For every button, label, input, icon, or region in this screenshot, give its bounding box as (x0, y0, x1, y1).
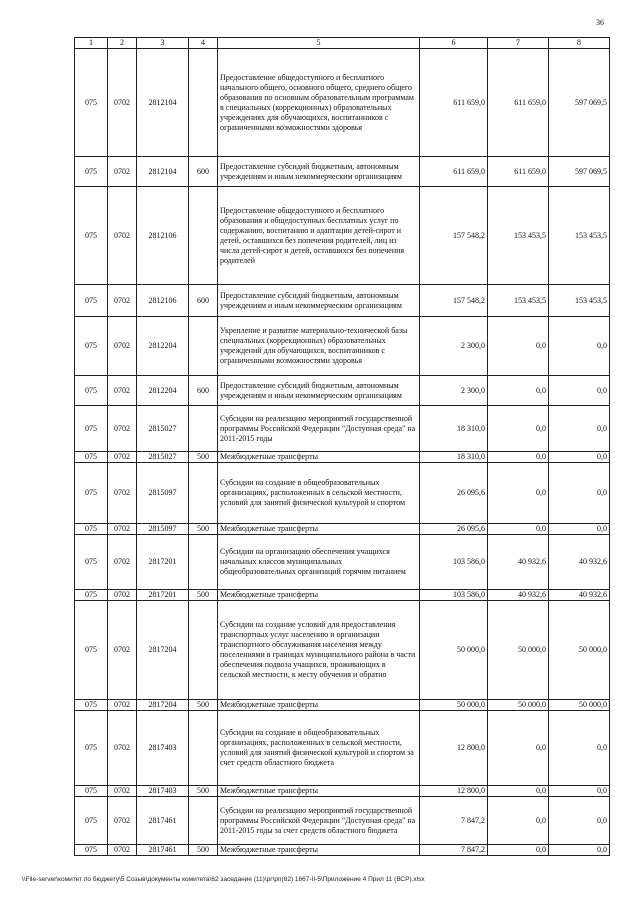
amount-2016-cell: 0,0 (549, 376, 610, 406)
kbk-code-cell: 075 (75, 157, 108, 187)
amount-2015-cell: 0,0 (488, 797, 549, 845)
target-article-cell: 2812106 (137, 285, 189, 317)
table-row (75, 187, 610, 285)
section-code-cell: 0702 (108, 317, 137, 376)
amount-2016-cell: 50 000,0 (549, 700, 610, 711)
table-row (75, 535, 610, 590)
kbk-code-cell: 075 (75, 452, 108, 463)
description-cell: Предоставление общедоступного и бесплатного начального общего, основного общего, среднего общего образования по основным образовательным программам в специальных (коррекционных) образовательных учреждениях для обучающихся, воспитанников с ограниченными возможностями здоровья (218, 49, 420, 157)
target-article-cell: 2817403 (137, 711, 189, 786)
amount-2014-cell: 18 310,0 (420, 452, 488, 463)
description-cell: Межбюджетные трансферты (218, 452, 420, 463)
expense-type-cell (189, 49, 218, 157)
amount-2015-cell: 0,0 (488, 711, 549, 786)
table-row (75, 711, 610, 786)
target-article-cell: 2817204 (137, 601, 189, 700)
expense-type-cell: 600 (189, 285, 218, 317)
amount-2016-cell: 153 453,5 (549, 187, 610, 285)
amount-2016-cell: 40 932,6 (549, 590, 610, 601)
table-row (75, 845, 610, 856)
amount-2014-cell: 50 000,0 (420, 700, 488, 711)
amount-2015-cell: 50 000,0 (488, 601, 549, 700)
target-article-cell: 2812204 (137, 317, 189, 376)
description-cell: Межбюджетные трансферты (218, 524, 420, 535)
table-row (75, 463, 610, 524)
section-code-cell: 0702 (108, 590, 137, 601)
amount-2015-cell: 153 453,5 (488, 187, 549, 285)
amount-2014-cell: 611 659,0 (420, 157, 488, 187)
description-cell: Межбюджетные трансферты (218, 700, 420, 711)
target-article-cell: 2817403 (137, 786, 189, 797)
description-cell: Укрепление и развитие материально-технической базы специальных (коррекционных) образовательных учреждений для обучающихся, воспитанников с ограниченными возможностями здоровья (218, 317, 420, 376)
column-header: 8 (549, 38, 610, 49)
target-article-cell: 2815097 (137, 463, 189, 524)
table-row (75, 452, 610, 463)
kbk-code-cell: 075 (75, 376, 108, 406)
table-row (75, 590, 610, 601)
target-article-cell: 2817204 (137, 700, 189, 711)
column-number-row (75, 38, 610, 49)
expense-type-cell (189, 317, 218, 376)
amount-2014-cell: 50 000,0 (420, 601, 488, 700)
column-header: 1 (75, 38, 108, 49)
amount-2015-cell: 0,0 (488, 524, 549, 535)
amount-2016-cell: 40 932,6 (549, 535, 610, 590)
column-header: 6 (420, 38, 488, 49)
table-row (75, 376, 610, 406)
file-path-footer: \\File-server\комитет по бюджету\5 Созыв\документы комитета\62 заседание (11)\рг\рп(62) 1667-II-5\Приложение 4 Прил 11 (ВСР).xlsx (22, 876, 425, 883)
expense-type-cell (189, 463, 218, 524)
description-cell: Предоставление субсидий бюджетным, автономным учреждениям и иным некоммерческим организациям (218, 157, 420, 187)
expense-type-cell: 600 (189, 376, 218, 406)
column-header: 2 (108, 38, 137, 49)
amount-2014-cell: 26 095,6 (420, 524, 488, 535)
kbk-code-cell: 075 (75, 49, 108, 157)
amount-2015-cell: 0,0 (488, 406, 549, 452)
table-row (75, 700, 610, 711)
expense-type-cell (189, 797, 218, 845)
kbk-code-cell: 075 (75, 406, 108, 452)
table-row (75, 797, 610, 845)
amount-2016-cell: 597 069,5 (549, 157, 610, 187)
amount-2015-cell: 611 659,0 (488, 157, 549, 187)
amount-2014-cell: 7 847,2 (420, 797, 488, 845)
section-code-cell: 0702 (108, 285, 137, 317)
amount-2016-cell: 0,0 (549, 845, 610, 856)
column-header: 7 (488, 38, 549, 49)
section-code-cell: 0702 (108, 49, 137, 157)
amount-2016-cell: 0,0 (549, 711, 610, 786)
amount-2015-cell: 40 932,6 (488, 590, 549, 601)
section-code-cell: 0702 (108, 711, 137, 786)
target-article-cell: 2817461 (137, 797, 189, 845)
kbk-code-cell: 075 (75, 845, 108, 856)
amount-2015-cell: 40 932,6 (488, 535, 549, 590)
target-article-cell: 2817201 (137, 535, 189, 590)
kbk-code-cell: 075 (75, 535, 108, 590)
description-cell: Субсидии на реализацию мероприятий государственной программы Российской Федерации "Доступная среда" на 2011-2015 годы за счет средств областного бюджета (218, 797, 420, 845)
section-code-cell: 0702 (108, 535, 137, 590)
amount-2014-cell: 611 659,0 (420, 49, 488, 157)
description-cell: Субсидии на организацию обеспечения учащихся начальных классов муниципальных общеобразовательных организаций горячим питанием (218, 535, 420, 590)
section-code-cell: 0702 (108, 797, 137, 845)
column-header: 4 (189, 38, 218, 49)
section-code-cell: 0702 (108, 601, 137, 700)
target-article-cell: 2815027 (137, 406, 189, 452)
column-header: 5 (218, 38, 420, 49)
amount-2015-cell: 0,0 (488, 317, 549, 376)
amount-2014-cell: 2 300,0 (420, 376, 488, 406)
expense-type-cell (189, 187, 218, 285)
kbk-code-cell: 075 (75, 711, 108, 786)
target-article-cell: 2812106 (137, 187, 189, 285)
target-article-cell: 2815027 (137, 452, 189, 463)
kbk-code-cell: 075 (75, 700, 108, 711)
amount-2016-cell: 0,0 (549, 406, 610, 452)
description-cell: Предоставление общедоступного и бесплатного образования и общедоступных бесплатных услуг по содержанию, воспитанию и адаптации детей-сирот и детей, оставшихся без попечения родителей, лиц из числа детей-сирот и детей, оставшихся без попечения родителей (218, 187, 420, 285)
amount-2016-cell: 0,0 (549, 797, 610, 845)
amount-2014-cell: 103 586,0 (420, 535, 488, 590)
target-article-cell: 2817201 (137, 590, 189, 601)
table-row (75, 601, 610, 700)
section-code-cell: 0702 (108, 786, 137, 797)
description-cell: Субсидии на создание в общеобразовательных организациях, расположенных в сельской местности, условий для занятий физической культурой и спортом (218, 463, 420, 524)
kbk-code-cell: 075 (75, 590, 108, 601)
amount-2014-cell: 7 847,2 (420, 845, 488, 856)
amount-2015-cell: 0,0 (488, 845, 549, 856)
kbk-code-cell: 075 (75, 524, 108, 535)
budget-table (74, 37, 610, 856)
section-code-cell: 0702 (108, 157, 137, 187)
section-code-cell: 0702 (108, 524, 137, 535)
page-number: 36 (596, 18, 604, 27)
section-code-cell: 0702 (108, 700, 137, 711)
amount-2016-cell: 0,0 (549, 317, 610, 376)
section-code-cell: 0702 (108, 463, 137, 524)
expense-type-cell (189, 406, 218, 452)
expense-type-cell: 600 (189, 157, 218, 187)
amount-2015-cell: 153 453,5 (488, 285, 549, 317)
column-header: 3 (137, 38, 189, 49)
amount-2014-cell: 2 300,0 (420, 317, 488, 376)
kbk-code-cell: 075 (75, 601, 108, 700)
description-cell: Межбюджетные трансферты (218, 590, 420, 601)
amount-2015-cell: 0,0 (488, 786, 549, 797)
amount-2015-cell: 611 659,0 (488, 49, 549, 157)
expense-type-cell: 500 (189, 845, 218, 856)
amount-2014-cell: 157 548,2 (420, 187, 488, 285)
amount-2014-cell: 103 586,0 (420, 590, 488, 601)
table-row (75, 406, 610, 452)
expense-type-cell: 500 (189, 700, 218, 711)
description-cell: Субсидии на создание в общеобразовательных организациях, расположенных в сельской местности, условий для занятий физической культурой и спортом за счет средств областного бюджета (218, 711, 420, 786)
target-article-cell: 2812104 (137, 49, 189, 157)
amount-2015-cell: 0,0 (488, 463, 549, 524)
table-row (75, 285, 610, 317)
target-article-cell: 2815097 (137, 524, 189, 535)
target-article-cell: 2817461 (137, 845, 189, 856)
expense-type-cell (189, 711, 218, 786)
table-row (75, 524, 610, 535)
amount-2014-cell: 26 095,6 (420, 463, 488, 524)
table-row (75, 49, 610, 157)
amount-2016-cell: 153 453,5 (549, 285, 610, 317)
kbk-code-cell: 075 (75, 797, 108, 845)
kbk-code-cell: 075 (75, 187, 108, 285)
description-cell: Предоставление субсидий бюджетным, автономным учреждениям и иным некоммерческим организациям (218, 376, 420, 406)
table-row (75, 786, 610, 797)
amount-2015-cell: 0,0 (488, 452, 549, 463)
section-code-cell: 0702 (108, 187, 137, 285)
target-article-cell: 2812104 (137, 157, 189, 187)
target-article-cell: 2812204 (137, 376, 189, 406)
amount-2014-cell: 157 548,2 (420, 285, 488, 317)
amount-2014-cell: 18 310,0 (420, 406, 488, 452)
amount-2016-cell: 0,0 (549, 463, 610, 524)
description-cell: Субсидии на реализацию мероприятий государственной программы Российской Федерации "Доступная среда" на 2011-2015 годы (218, 406, 420, 452)
description-cell: Субсидии на создание условий для предоставления транспортных услуг населению и организации транспортного обслуживания населения между поселениями в границах муниципального района в части обеспечения подвоза учащихся, проживающих в сельской местности, к месту обучения и обратно (218, 601, 420, 700)
amount-2016-cell: 0,0 (549, 786, 610, 797)
amount-2016-cell: 0,0 (549, 452, 610, 463)
expense-type-cell: 500 (189, 452, 218, 463)
description-cell: Межбюджетные трансферты (218, 786, 420, 797)
expense-type-cell: 500 (189, 524, 218, 535)
amount-2015-cell: 50 000,0 (488, 700, 549, 711)
section-code-cell: 0702 (108, 845, 137, 856)
table-row (75, 317, 610, 376)
expense-type-cell: 500 (189, 786, 218, 797)
amount-2016-cell: 597 069,5 (549, 49, 610, 157)
table-row (75, 157, 610, 187)
description-cell: Предоставление субсидий бюджетным, автономным учреждениям и иным некоммерческим организациям (218, 285, 420, 317)
kbk-code-cell: 075 (75, 285, 108, 317)
section-code-cell: 0702 (108, 406, 137, 452)
kbk-code-cell: 075 (75, 317, 108, 376)
section-code-cell: 0702 (108, 452, 137, 463)
expense-type-cell (189, 535, 218, 590)
expense-type-cell: 500 (189, 590, 218, 601)
expense-type-cell (189, 601, 218, 700)
amount-2014-cell: 12 800,0 (420, 786, 488, 797)
kbk-code-cell: 075 (75, 786, 108, 797)
section-code-cell: 0702 (108, 376, 137, 406)
amount-2015-cell: 0,0 (488, 376, 549, 406)
kbk-code-cell: 075 (75, 463, 108, 524)
description-cell: Межбюджетные трансферты (218, 845, 420, 856)
amount-2014-cell: 12 800,0 (420, 711, 488, 786)
amount-2016-cell: 50 000,0 (549, 601, 610, 700)
amount-2016-cell: 0,0 (549, 524, 610, 535)
